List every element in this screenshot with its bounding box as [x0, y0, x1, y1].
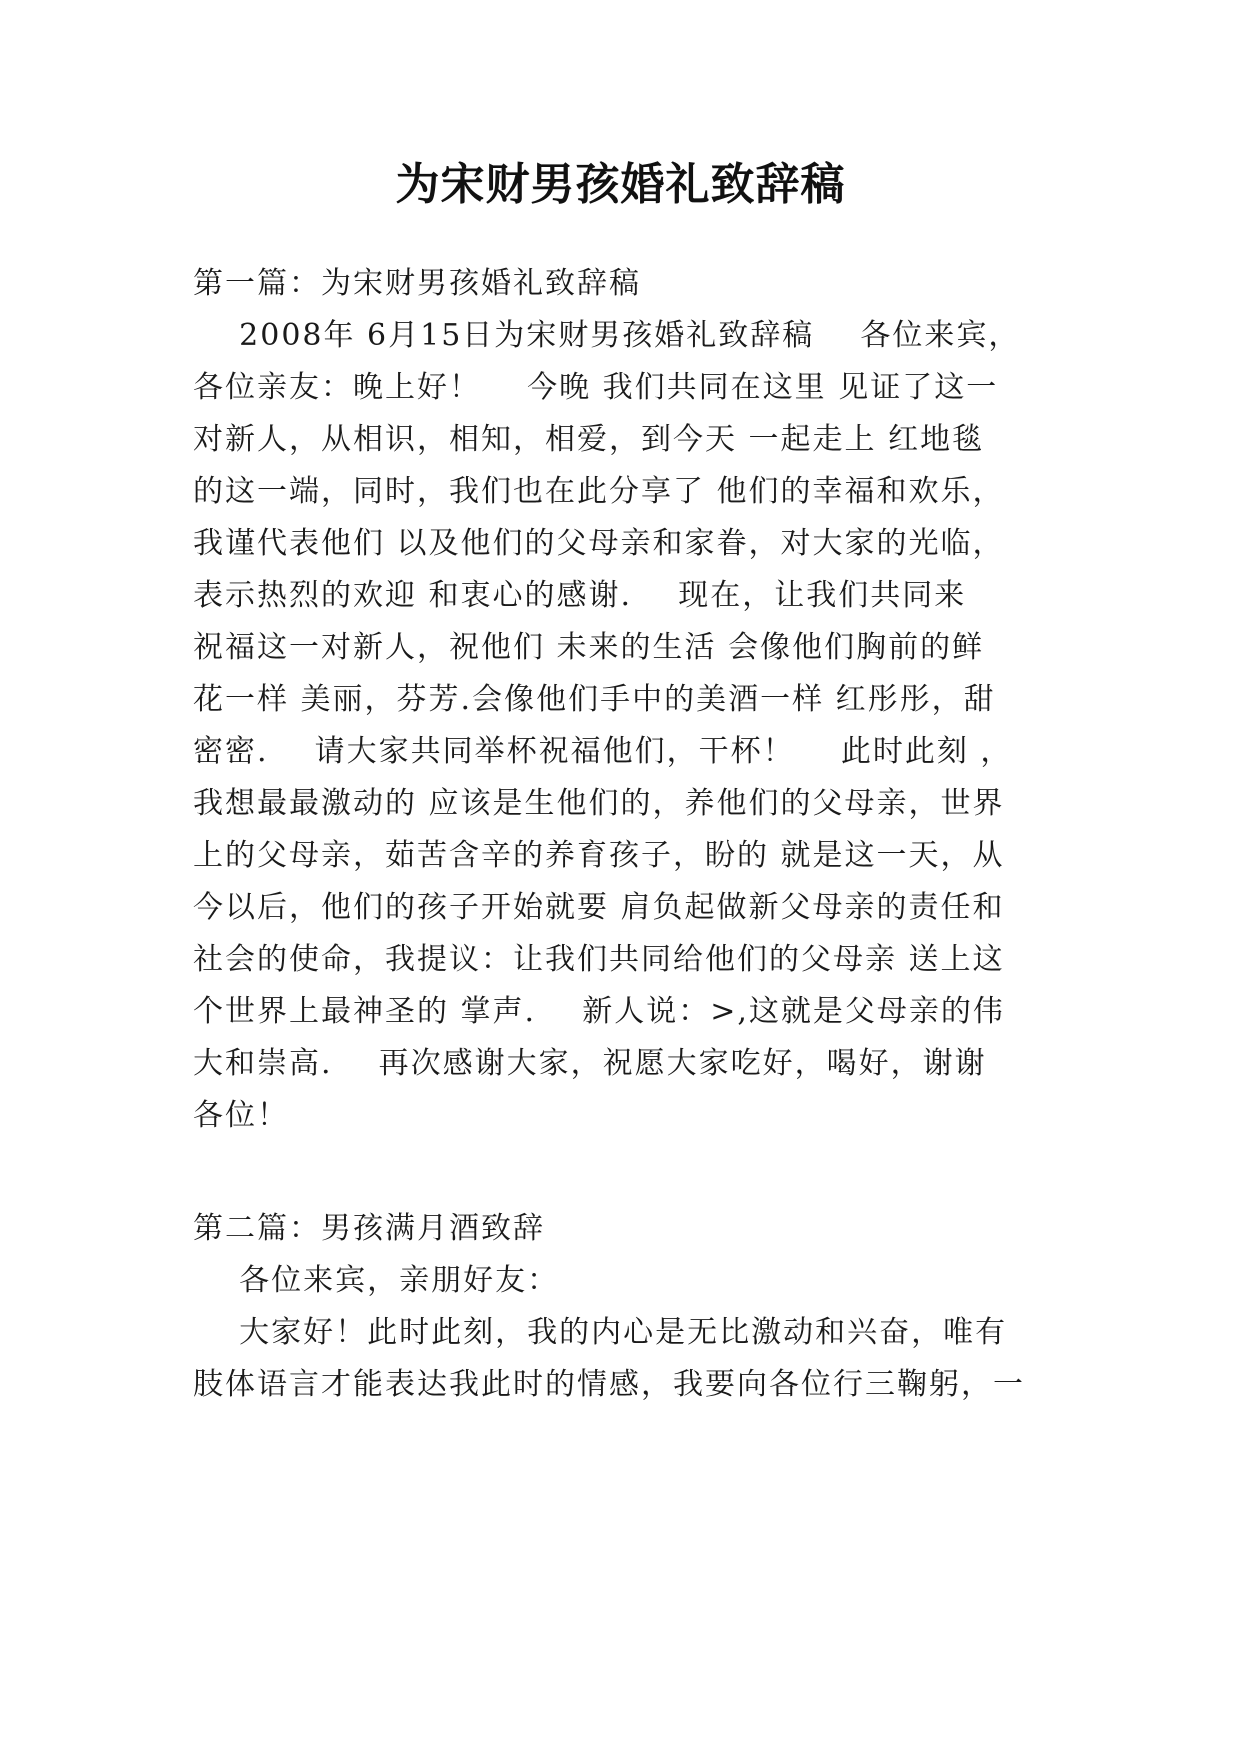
- document-title: 为宋财男孩婚礼致辞稿: [395, 159, 846, 210]
- section-1-line: 花一样 美丽，芬芳.会像他们手中的美酒一样 红彤彤，甜: [193, 682, 996, 717]
- section-2-heading: 第二篇：男孩满月酒致辞: [193, 1211, 545, 1246]
- section-2-line: 大家好！此时此刻，我的内心是无比激动和兴奋，唯有: [193, 1315, 1008, 1350]
- section-1-line: 个世界上最神圣的 掌声. 新人说：>,这就是父母亲的伟: [193, 994, 1005, 1029]
- section-1-line: 2008年 6月15日为宋财男孩婚礼致辞稿 各位来宾，: [193, 318, 1021, 353]
- section-1-line: 我想最最激动的 应该是生他们的，养他们的父母亲，世界: [193, 786, 1005, 821]
- section-1-heading: 第一篇：为宋财男孩婚礼致辞稿: [193, 266, 641, 301]
- section-1-line: 各位！: [193, 1098, 289, 1133]
- section-1-line: 密密. 请大家共同举杯祝福他们，干杯！ 此时此刻 ，: [193, 734, 1013, 769]
- section-1-line: 各位亲友：晚上好！ 今晚 我们共同在这里 见证了这一: [193, 370, 999, 405]
- section-1-line: 上的父母亲，茹苦含辛的养育孩子，盼的 就是这一天，从: [193, 838, 1005, 873]
- section-1-line: 今以后，他们的孩子开始就要 肩负起做新父母亲的责任和: [193, 890, 1005, 925]
- section-1-line: 祝福这一对新人，祝他们 未来的生活 会像他们胸前的鲜: [193, 630, 985, 665]
- section-2-line: 各位来宾，亲朋好友：: [193, 1263, 560, 1298]
- section-1-line: 社会的使命，我提议：让我们共同给他们的父母亲 送上这: [193, 942, 1005, 977]
- section-1-line: 的这一端，同时，我们也在此分享了 他们的幸福和欢乐，: [193, 474, 1005, 509]
- section-1-line: 表示热烈的欢迎 和衷心的感谢. 现在，让我们共同来: [193, 578, 967, 613]
- section-1-line: 对新人，从相识，相知，相爱，到今天 一起走上 红地毯: [193, 422, 985, 457]
- section-2-line: 肢体语言才能表达我此时的情感，我要向各位行三鞠躬，一: [193, 1367, 1025, 1402]
- section-1-line: 我谨代表他们 以及他们的父母亲和家眷，对大家的光临，: [193, 526, 1005, 561]
- section-1-line: 大和崇高. 再次感谢大家，祝愿大家吃好，喝好，谢谢: [193, 1046, 987, 1081]
